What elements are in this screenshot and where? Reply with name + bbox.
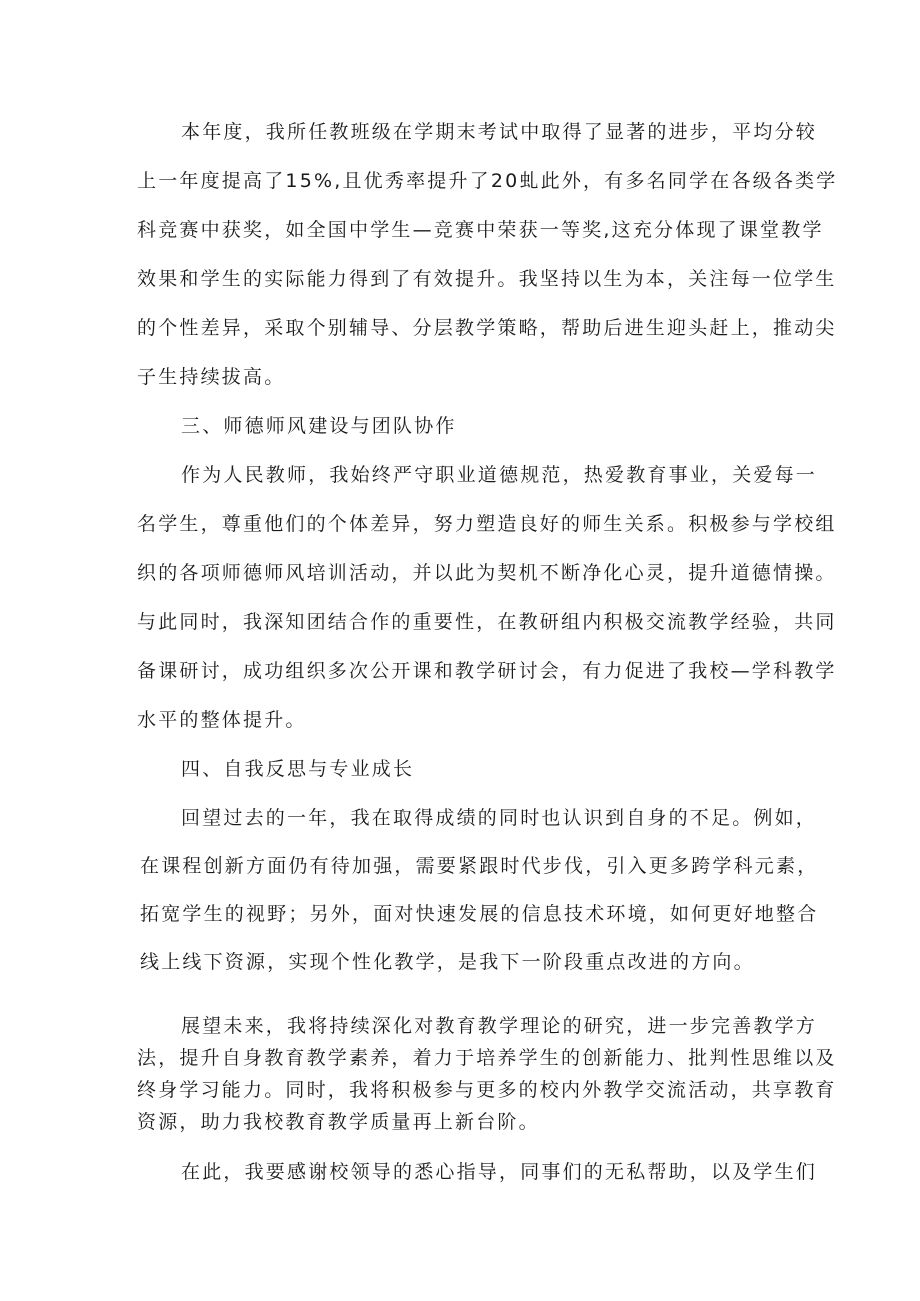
para4-line-3: 终身学习能力。同时，我将积极参与更多的校内外教学交流活动，共享教育: [137, 1079, 837, 1101]
para4-line-4: 资源，助力我校教育教学质量再上新台阶。: [137, 1111, 540, 1133]
para3-line-4: 线上线下资源，实现个性化教学，是我下一阶段重点改进的方向。: [140, 951, 755, 973]
section-heading-3: 三、师德师风建设与团队协作: [181, 415, 457, 437]
para3-line-2: 在课程创新方面仍有待加强，需要紧跟时代步伐，引入更多跨学科元素，: [140, 855, 819, 877]
para2-line-4: 与此同时，我深知团结合作的重要性，在教研组内积极交流教学经验，共同: [137, 611, 837, 633]
para1-line-1: 本年度，我所任教班级在学期末考试中取得了显著的进步，平均分较: [181, 121, 818, 143]
para1-line-4: 效果和学生的实际能力得到了有效提升。我坚持以生为本，关注每一位学生: [137, 268, 837, 290]
para5-line-1: 在此，我要感谢校领导的悉心指导，同事们的无私帮助，以及学生们: [181, 1161, 818, 1183]
para1-line-6: 子生持续拔高。: [137, 366, 286, 388]
para3-line-1: 回望过去的一年，我在取得成绩的同时也认识到自身的不足。例如，: [181, 807, 818, 829]
para4-line-2: 法，提升自身教育教学素养，着力于培养学生的创新能力、批判性思维以及: [137, 1047, 837, 1069]
para4-line-1: 展望未来，我将持续深化对教育教学理论的研究，进一步完善教学方: [181, 1015, 818, 1037]
para2-line-1: 作为人民教师，我始终严守职业道德规范，热爱教育事业，关爱每一: [181, 464, 818, 486]
para1-line-3: 科竞赛中获奖，如全国中学生—竞赛中荣获一等奖,这充分体现了课堂教学: [137, 219, 824, 241]
para2-line-3: 织的各项师德师风培训活动，并以此为契机不断净化心灵，提升道德情操。: [137, 562, 837, 584]
para1-line-5: 的个性差异，采取个别辅导、分层教学策略，帮助后进生迎头赶上，推动尖: [137, 317, 837, 339]
section-heading-4: 四、自我反思与专业成长: [181, 758, 415, 780]
para2-line-5: 备课研讨，成功组织多次公开课和教学研讨会，有力促进了我校—学科教学: [137, 660, 837, 682]
para2-line-6: 水平的整体提升。: [137, 709, 307, 731]
para3-line-3: 拓宽学生的视野；另外，面对快速发展的信息技术环境，如何更好地整合: [140, 903, 819, 925]
para2-line-2: 名学生，尊重他们的个体差异，努力塑造良好的师生关系。积极参与学校组: [137, 513, 837, 535]
para1-line-2: 上一年度提高了15%,且优秀率提升了20虬此外，有多名同学在各级各类学: [137, 170, 838, 192]
